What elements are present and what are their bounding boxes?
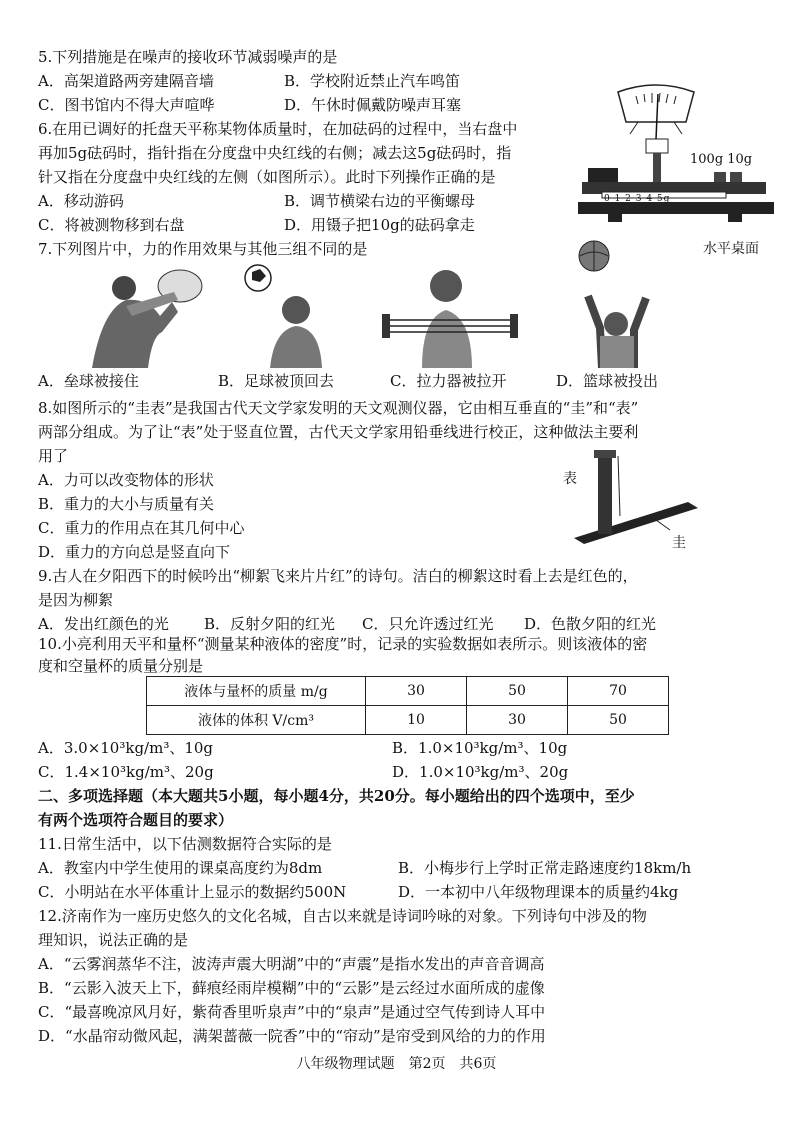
q12-option-a: A．“云雾润蒸华不注，波涛声震大明湖”中的“声震”是指水发出的声音音调高 xyxy=(38,955,545,973)
q12-option-b: B．“云影入波天上下，藓痕经雨岸模糊”中的“云影”是云经过水面所成的虚像 xyxy=(38,979,545,997)
table-cell: 30 xyxy=(467,706,568,735)
q11-option-a: A．教室内中学生使用的课桌高度约为8dm xyxy=(38,859,323,877)
q9-option-b: B．反射夕阳的红光 xyxy=(204,615,336,633)
section-2-heading-line1: 二、多项选择题（本大题共5小题，每小题4分，共20分。每小题给出的四个选项中，至少 xyxy=(38,787,635,805)
q11-option-d: D．一本初中八年级物理课本的质量约4kg xyxy=(398,883,679,901)
q5-option-a: A．高架道路两旁建隔音墙 xyxy=(38,72,214,90)
q11-option-b: B．小梅步行上学时正常走路速度约18km/h xyxy=(398,859,692,877)
q5-option-c: C．图书馆内不得大声喧哗 xyxy=(38,96,215,114)
row-label-volume: 液体的体积 V/cm³ xyxy=(147,706,366,735)
softball-catch-image xyxy=(62,262,212,368)
q10-option-a: A．3.0×10³kg/m³、10g xyxy=(38,739,214,757)
balance-scale-label: 0 1 2 3 4 5g xyxy=(604,194,671,204)
q7-option-c: C．拉力器被拉开 xyxy=(390,372,507,390)
q6-stem-line2: 再加5g砝码时，指针指在分度盘中央红线的右侧；减去这5g砝码时，指 xyxy=(38,144,512,162)
q9-option-d: D．色散夕阳的红光 xyxy=(524,615,657,633)
q6-option-d: D．用镊子把10g的砝码拿走 xyxy=(284,216,475,234)
table-cell: 70 xyxy=(568,677,669,706)
q9-option-c: C．只允许透过红光 xyxy=(362,615,494,633)
section-2-heading-line2: 有两个选项符合题目的要求） xyxy=(38,811,234,829)
row-label-mass: 液体与量杯的质量 m/g xyxy=(147,677,366,706)
q6-stem-line3: 针又指在分度盘中央红线的左侧（如图所示）。此时下列操作正确的是 xyxy=(38,168,496,186)
q12-stem-line2: 理知识，说法正确的是 xyxy=(38,931,189,949)
q7-option-d: D．篮球被投出 xyxy=(556,372,659,390)
guibiao-figure xyxy=(570,446,710,546)
q12-option-d: D．“水晶帘动微风起，满架蔷薇一院香”中的“帘动”是帘受到风给的力的作用 xyxy=(38,1027,546,1045)
q10-stem-line1: 10.小亮利用天平和量杯“测量某种液体的密度”时，记录的实验数据如表所示。则该液体的密 xyxy=(38,635,648,653)
q10-stem-line2: 度和空量杯的质量分别是 xyxy=(38,657,204,675)
q9-stem-line2: 是因为柳絮 xyxy=(38,591,114,609)
q12-option-c: C．“最喜晚凉风月好，紫荷香里听泉声”中的“泉声”是通过空气传到诗人耳中 xyxy=(38,1003,546,1021)
q10-option-b: B．1.0×10³kg/m³、10g xyxy=(392,739,568,757)
table-row xyxy=(147,706,669,735)
balance-weights-label: 100g 10g xyxy=(690,152,753,167)
q10-option-c: C．1.4×10³kg/m³、20g xyxy=(38,763,214,781)
q6-option-b: B．调节横梁右边的平衡螺母 xyxy=(284,192,476,210)
q7-option-a: A．垒球被接住 xyxy=(38,372,139,390)
table-cell: 10 xyxy=(366,706,467,735)
label-gui: 圭 xyxy=(672,535,686,551)
q8-stem-line3: 用了 xyxy=(38,447,69,465)
table-row xyxy=(147,677,669,706)
football-header-image xyxy=(240,262,340,368)
q5-option-b: B．学校附近禁止汽车鸣笛 xyxy=(284,72,461,90)
q6-option-c: C．将被测物移到右盘 xyxy=(38,216,185,234)
q12-stem-line1: 12.济南作为一座历史悠久的文化名城，自古以来就是诗词吟咏的对象。下列诗句中涉及的物 xyxy=(38,907,647,925)
q11-stem: 11.日常生活中，以下估测数据符合实际的是 xyxy=(38,835,332,853)
q9-option-a: A．发出红颜色的光 xyxy=(38,615,169,633)
q6-stem-line1: 6.在用已调好的托盘天平称某物体质量时，在加砝码的过程中，当右盘中 xyxy=(38,120,518,138)
data-table xyxy=(146,676,669,735)
table-cell: 30 xyxy=(366,677,467,706)
q11-option-c: C．小明站在水平体重计上显示的数据约500N xyxy=(38,883,347,901)
label-biao: 表 xyxy=(563,471,577,487)
q10-option-d: D．1.0×10³kg/m³、20g xyxy=(392,763,569,781)
balance-caption: 水平桌面 xyxy=(703,241,759,257)
q6-option-a: A．移动游码 xyxy=(38,192,124,210)
q8-option-d: D．重力的方向总是竖直向下 xyxy=(38,543,231,561)
q7-option-b: B．足球被顶回去 xyxy=(218,372,335,390)
q5-option-d: D．午休时佩戴防噪声耳塞 xyxy=(284,96,462,114)
q5-stem: 5.下列措施是在噪声的接收环节减弱噪声的是 xyxy=(38,48,338,66)
q8-option-b: B．重力的大小与质量有关 xyxy=(38,495,215,513)
q8-stem-line1: 8.如图所示的“圭表”是我国古代天文学家发明的天文观测仪器，它由相互垂直的“圭”和“表” xyxy=(38,399,639,417)
page-footer: 八年级物理试题 第2页 共6页 xyxy=(296,1056,497,1072)
chest-expander-image xyxy=(380,262,520,368)
basketball-throw-image xyxy=(574,238,664,368)
table-cell: 50 xyxy=(568,706,669,735)
q8-option-a: A．力可以改变物体的形状 xyxy=(38,471,214,489)
q8-option-c: C．重力的作用点在其几何中心 xyxy=(38,519,245,537)
table-cell: 50 xyxy=(467,677,568,706)
q8-stem-line2: 两部分组成。为了让“表”处于竖直位置，古代天文学家用铅垂线进行校正，这种做法主要利 xyxy=(38,423,639,441)
q7-stem: 7.下列图片中，力的作用效果与其他三组不同的是 xyxy=(38,240,368,258)
q9-stem-line1: 9.古人在夕阳西下的时候吟出“柳絮飞来片片红”的诗句。洁白的柳絮这时看上去是红色的， xyxy=(38,567,638,585)
